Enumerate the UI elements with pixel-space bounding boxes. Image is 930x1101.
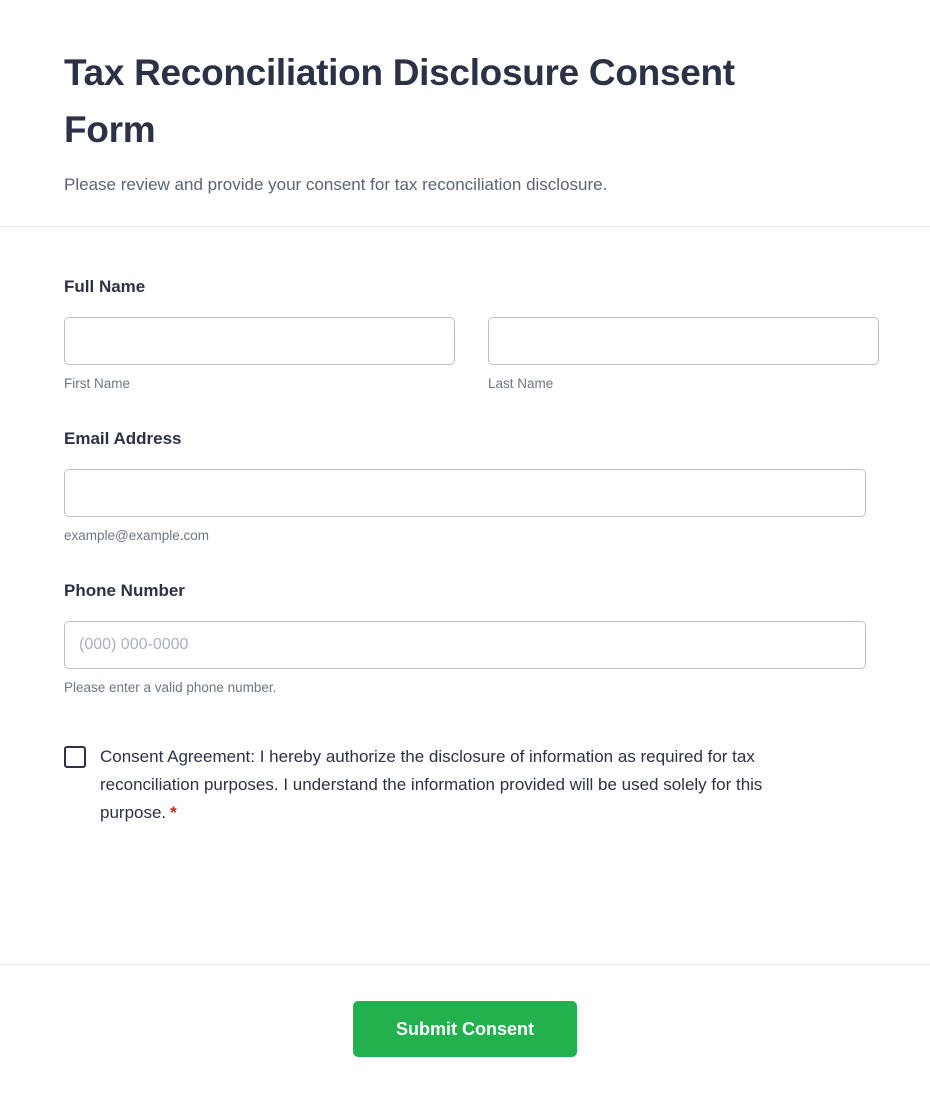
last-name-sublabel: Last Name: [488, 376, 554, 392]
submit-consent-button[interactable]: Submit Consent: [353, 1001, 577, 1057]
consent-text: Consent Agreement: I hereby authorize the disclosure of information as required for tax reconciliation purposes. I understand the information provided will be used solely for this purpose.: [100, 747, 763, 822]
page-subtitle: Please review and provide your consent for tax reconciliation disclosure.: [64, 174, 608, 194]
field-email: [64, 429, 866, 543]
page-title: Tax Reconciliation Disclosure Consent Form: [64, 52, 735, 151]
form-header: [0, 0, 930, 227]
last-name-column: [488, 317, 879, 391]
field-phone: [64, 581, 866, 695]
email-input[interactable]: [64, 469, 866, 517]
field-full-name: [64, 277, 866, 391]
first-name-sublabel: First Name: [64, 376, 131, 392]
phone-label: Phone Number: [64, 581, 185, 601]
phone-sublabel: Please enter a valid phone number.: [64, 680, 277, 696]
full-name-label: Full Name: [64, 277, 146, 297]
full-name-row: [64, 317, 866, 391]
last-name-input[interactable]: [488, 317, 879, 365]
form-body: [0, 227, 930, 964]
first-name-column: [64, 317, 455, 391]
email-label: Email Address: [64, 429, 182, 449]
first-name-input[interactable]: [64, 317, 455, 365]
consent-checkbox[interactable]: [64, 746, 86, 768]
email-sublabel: example@example.com: [64, 528, 210, 544]
consent-text-wrapper: [100, 743, 812, 826]
required-indicator: *: [170, 802, 177, 822]
phone-input[interactable]: [64, 621, 866, 669]
form-footer: [0, 964, 930, 1101]
consent-agreement-block: [64, 743, 866, 826]
